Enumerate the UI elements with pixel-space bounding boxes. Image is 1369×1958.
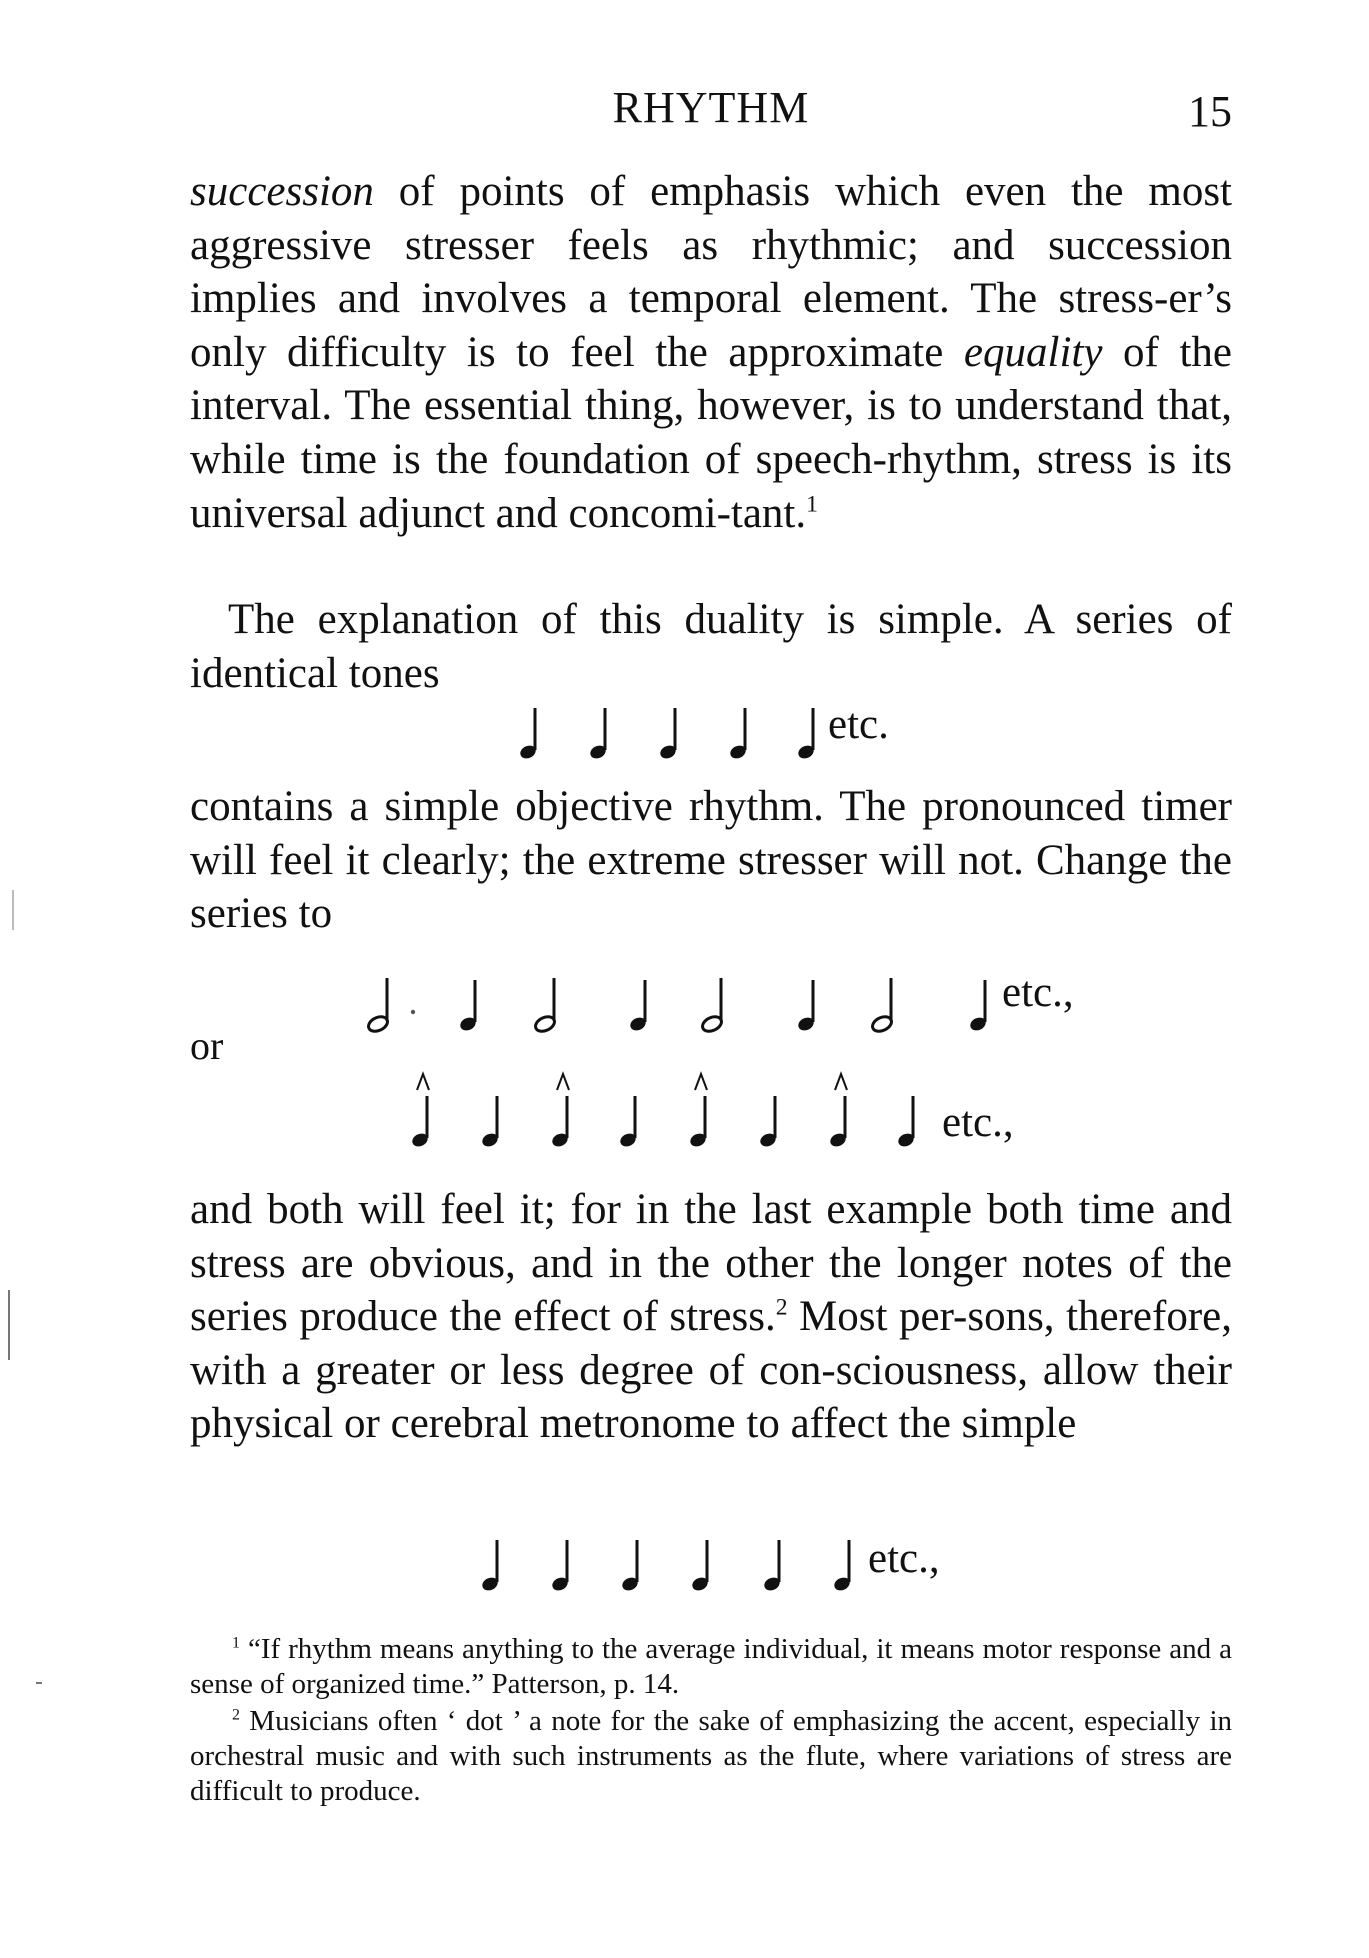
quarter-note-icon xyxy=(458,980,478,1033)
quarter-note-icon xyxy=(896,1096,916,1149)
example-3-notes xyxy=(410,1074,916,1149)
quarter-note-icon xyxy=(480,1096,500,1149)
footnotes xyxy=(190,1632,1232,1809)
or-label: or xyxy=(190,1023,224,1068)
quarter-note-icon xyxy=(796,708,816,761)
paragraph-4 xyxy=(190,1183,1232,1451)
half-note-icon xyxy=(870,978,894,1034)
para4-text-a: and both will feel it; for in the last example both time and stress are obvious, and in the other the longer notes of the series produce the effect of stress. xyxy=(190,1186,1232,1341)
example-4-label: etc., xyxy=(868,1535,940,1582)
page-header xyxy=(190,82,1232,142)
example-1-notes xyxy=(518,708,816,761)
quarter-note-icon xyxy=(796,980,816,1033)
footnote-1-text: “If rhythm means anything to the average individual, it means motor response and a sense of organized time.” Patterson, p. 14. xyxy=(190,1633,1232,1700)
page-number: 15 xyxy=(1188,87,1232,136)
quarter-note-icon xyxy=(550,1540,570,1593)
quarter-note-icon xyxy=(588,708,608,761)
example-4-notes xyxy=(480,1540,852,1593)
accented-quarter-note-icon xyxy=(550,1074,570,1149)
footnote-1 xyxy=(190,1632,1232,1702)
quarter-note-icon xyxy=(690,1540,710,1593)
paragraph-1 xyxy=(190,165,1232,540)
quarter-note-icon xyxy=(628,980,648,1033)
scan-artifact xyxy=(36,1682,42,1684)
example-2-label: etc., xyxy=(1002,969,1074,1016)
quarter-note-icon xyxy=(518,708,538,761)
paragraph-2 xyxy=(190,593,1232,700)
running-title: RHYTHM xyxy=(612,83,810,132)
para4-text-b: Most per-sons, therefore, with a greater or less degree of con-sciousness, allow their physical or cerebral metronome to affect the simple xyxy=(190,1293,1232,1448)
half-note-icon xyxy=(533,978,557,1034)
para1-text-b: of the interval. The essential thing, however, is to understand that, while time is the foundation of speech-rhythm, stress is its universal adjunct and concomi-tant. xyxy=(190,328,1232,537)
example-2-notes xyxy=(366,978,988,1034)
paragraph-3 xyxy=(190,780,1232,941)
italic-equality: equality xyxy=(963,328,1103,376)
para1-text-a: of points of emphasis which even the most aggressive stresser feels as rhythmic; and succession implies and involves a temporal element. The stress-er’s only difficulty is to feel the approximate xyxy=(190,168,1232,376)
italic-succession: succession xyxy=(190,168,374,215)
footnote-2-text: Musicians often ‘ dot ’ a note for the sake of emphasizing the accent, especially in orchestral music and with such instruments as the flute, where variations of stress are difficult to produce. xyxy=(190,1705,1232,1807)
para3-text: contains a simple objective rhythm. The pronounced timer will feel it clearly; the extreme stresser will not. Change the series to xyxy=(190,783,1232,938)
scan-artifact xyxy=(8,1290,10,1360)
quarter-note-icon xyxy=(762,1540,782,1593)
footnote-ref-1: 1 xyxy=(806,491,818,518)
footnote-ref-2: 2 xyxy=(775,1294,788,1321)
footnote-2 xyxy=(190,1704,1232,1809)
quarter-note-icon xyxy=(618,1096,638,1149)
accented-quarter-note-icon xyxy=(688,1074,708,1149)
quarter-note-icon xyxy=(968,980,988,1033)
quarter-note-icon xyxy=(758,1096,778,1149)
dot-icon xyxy=(411,1010,415,1014)
quarter-note-icon xyxy=(658,708,678,761)
accented-quarter-note-icon xyxy=(410,1074,430,1149)
quarter-note-icon xyxy=(832,1540,852,1593)
para2-text: The explanation of this duality is simple. A series of identical tones xyxy=(190,596,1232,697)
half-note-icon xyxy=(700,978,724,1034)
footnote-marker-1: 1 xyxy=(232,1634,240,1652)
accented-quarter-note-icon xyxy=(828,1074,848,1149)
quarter-note-icon xyxy=(480,1540,500,1593)
quarter-note-icon xyxy=(620,1540,640,1593)
half-note-icon xyxy=(366,978,390,1034)
scan-artifact xyxy=(12,890,14,930)
quarter-note-icon xyxy=(728,708,748,761)
footnote-marker-2: 2 xyxy=(232,1706,240,1724)
example-3-label: etc., xyxy=(942,1099,1014,1146)
example-1-label: etc. xyxy=(828,701,889,748)
